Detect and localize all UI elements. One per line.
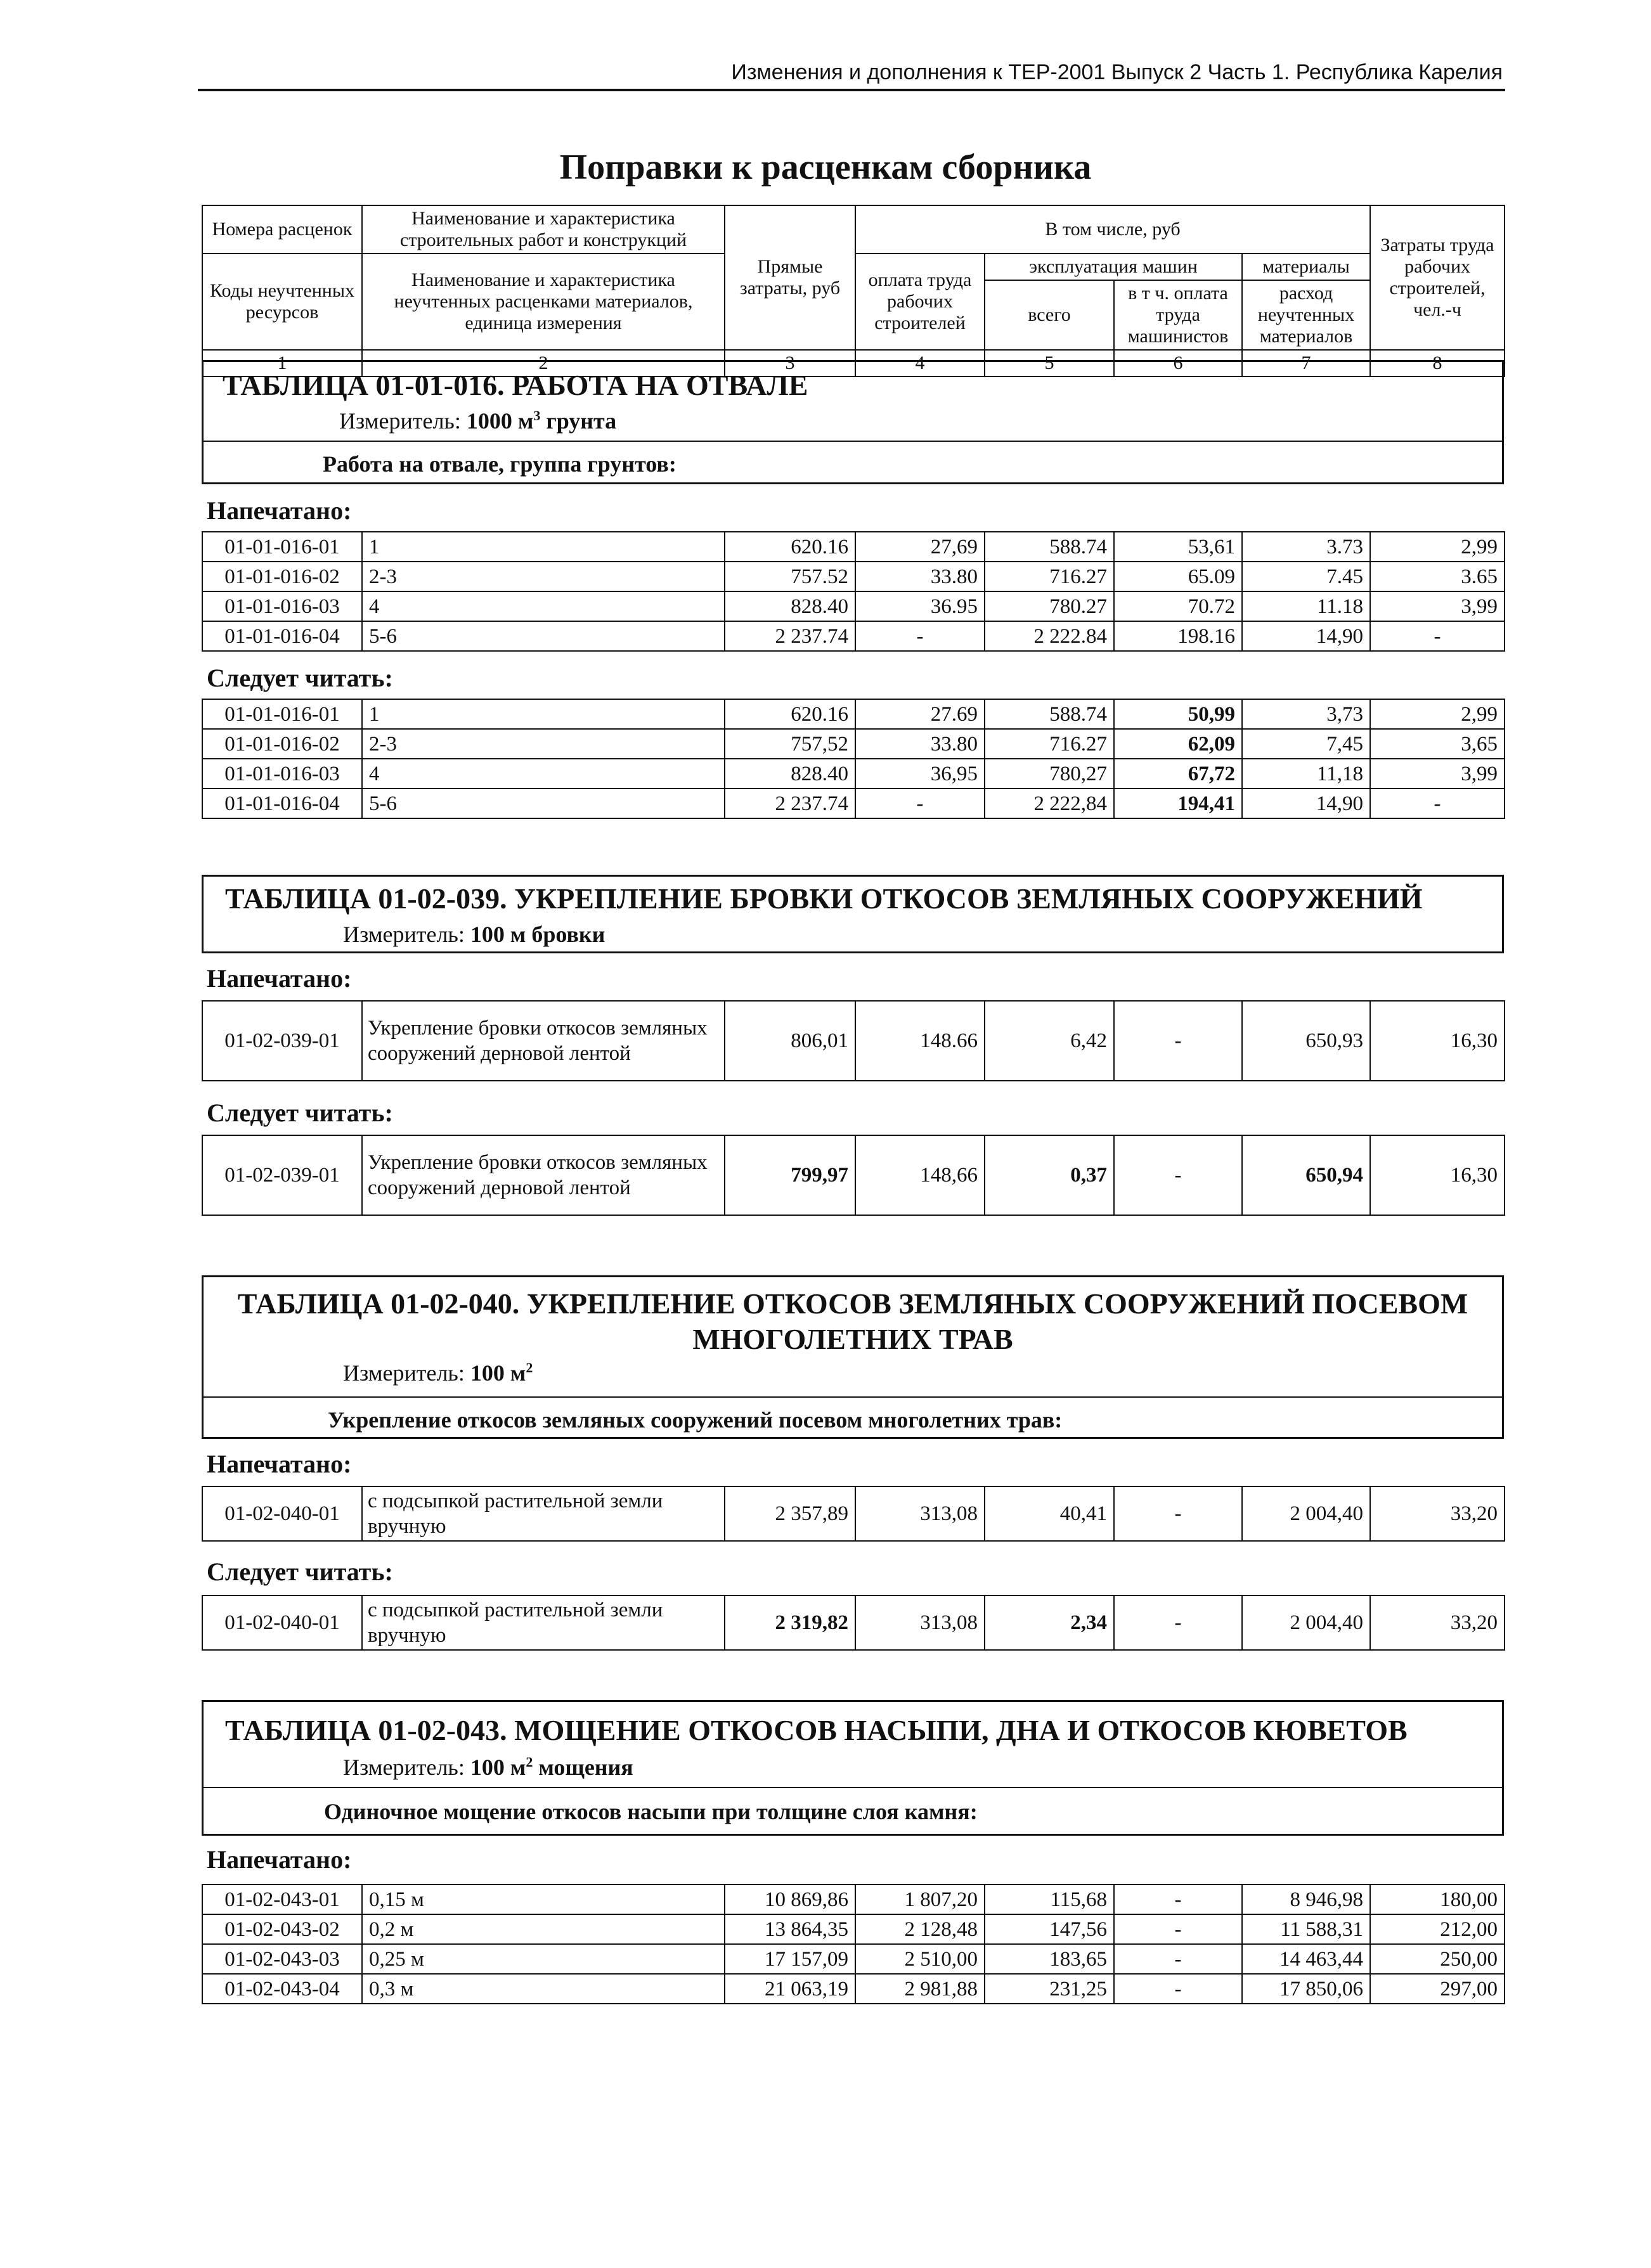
measure-value: 100 м: [470, 1360, 526, 1386]
cell-work-name: 2-3: [362, 562, 725, 591]
cell-machinist-wage: -: [1114, 1135, 1242, 1215]
table-01-02-040-box: [202, 1275, 1504, 1439]
cell-machine-total: 115,68: [985, 1885, 1114, 1914]
cell-worker-wage: 313,08: [855, 1595, 985, 1650]
table-01-02-043-printed: [202, 1884, 1505, 2004]
cell-worker-wage: 313,08: [855, 1486, 985, 1541]
cell-direct-cost: 2 357,89: [725, 1486, 855, 1541]
cell-worker-wage: 36,95: [855, 759, 985, 789]
column-number: 1: [202, 350, 362, 377]
cell-work-name: 0,25 м: [362, 1944, 725, 1974]
cell-materials: 2 004,40: [1242, 1595, 1370, 1650]
table-01-02-039-should: [202, 1135, 1505, 1216]
should-read-label: Следует читать:: [207, 1557, 393, 1586]
col-machine-total-header: всего: [985, 280, 1114, 350]
column-number: 3: [725, 350, 855, 377]
column-number: 2: [362, 350, 725, 377]
cell-worker-wage: 148,66: [855, 1135, 985, 1215]
cell-worker-wage: 27,69: [855, 532, 985, 562]
measure-superscript: 3: [533, 408, 541, 423]
cell-work-name: 2-3: [362, 729, 725, 759]
cell-rate-code: 01-02-043-01: [202, 1885, 362, 1914]
col-machine-header: эксплуатация машин: [985, 254, 1242, 280]
section-divider: [204, 441, 1502, 442]
table-row: [202, 1914, 1505, 1944]
table-measure: [343, 1360, 533, 1386]
col-wage-header: оплата труда рабочих строителей: [855, 254, 985, 350]
table-row: [202, 562, 1505, 591]
table-row: [202, 1974, 1505, 2004]
table-row: [202, 1001, 1505, 1081]
cell-work-name: с подсыпкой растительной земли вручную: [362, 1486, 725, 1541]
cell-machine-total: 0,37: [985, 1135, 1114, 1215]
header-rule: [198, 89, 1505, 91]
table-title: ТАБЛИЦА 01-02-043. МОЩЕНИЕ ОТКОСОВ НАСЫПИ, ДНА И ОТКОСОВ КЮВЕТОВ: [225, 1714, 1408, 1746]
cell-machine-total: 40,41: [985, 1486, 1114, 1541]
cell-machinist-wage: -: [1114, 1885, 1242, 1914]
cell-rate-code: 01-01-016-02: [202, 729, 362, 759]
cell-labor-cost: 16,30: [1370, 1135, 1505, 1215]
column-number: 6: [1114, 350, 1242, 377]
table-measure: [339, 408, 616, 434]
cell-machine-total: 588.74: [985, 699, 1114, 729]
cell-labor-cost: 3,65: [1370, 729, 1505, 759]
cell-work-name: 1: [362, 532, 725, 562]
table-row: [202, 1486, 1505, 1541]
cell-direct-cost: 2 319,82: [725, 1595, 855, 1650]
cell-work-name: 4: [362, 591, 725, 621]
table-row: [202, 591, 1505, 621]
cell-rate-code: 01-02-040-01: [202, 1486, 362, 1541]
table-01-02-040-should: [202, 1595, 1505, 1651]
table-row: [202, 699, 1505, 729]
col-resource-code-header: Коды неучтенных ресурсов: [202, 254, 362, 350]
cell-rate-code: 01-01-016-04: [202, 621, 362, 651]
column-number: 4: [855, 350, 985, 377]
cell-machinist-wage: 67,72: [1114, 759, 1242, 789]
cell-worker-wage: -: [855, 621, 985, 651]
column-number: 5: [985, 350, 1114, 377]
cell-rate-code: 01-02-043-02: [202, 1914, 362, 1944]
cell-labor-cost: 180,00: [1370, 1885, 1505, 1914]
section-title: Одиночное мощение откосов насыпи при толщине слоя камня:: [324, 1799, 978, 1824]
table-01-02-043-box: [202, 1700, 1504, 1836]
cell-work-name: 0,15 м: [362, 1885, 725, 1914]
table-01-01-016-should: [202, 699, 1505, 819]
cell-machinist-wage: 53,61: [1114, 532, 1242, 562]
cell-materials: 14,90: [1242, 789, 1370, 818]
cell-rate-code: 01-02-043-04: [202, 1974, 362, 2004]
cell-machinist-wage: 50,99: [1114, 699, 1242, 729]
table-01-01-016-printed: [202, 531, 1505, 652]
col-materials-header: материалы: [1242, 254, 1370, 280]
cell-labor-cost: 297,00: [1370, 1974, 1505, 2004]
cell-labor-cost: -: [1370, 621, 1505, 651]
cell-work-name: с подсыпкой растительной земли вручную: [362, 1595, 725, 1650]
column-number: 7: [1242, 350, 1370, 377]
cell-machinist-wage: -: [1114, 1974, 1242, 2004]
cell-direct-cost: 2 237.74: [725, 621, 855, 651]
cell-machine-total: 231,25: [985, 1974, 1114, 2004]
printed-label: Напечатано:: [207, 964, 352, 993]
cell-materials: 2 004,40: [1242, 1486, 1370, 1541]
cell-worker-wage: 36.95: [855, 591, 985, 621]
column-header-table: [202, 205, 1505, 377]
cell-materials: 3,73: [1242, 699, 1370, 729]
printed-label: Напечатано:: [207, 496, 352, 525]
section-divider: [204, 1787, 1502, 1788]
table-row: [202, 1135, 1505, 1215]
cell-work-name: 0,2 м: [362, 1914, 725, 1944]
cell-machinist-wage: -: [1114, 1595, 1242, 1650]
column-number: 8: [1370, 350, 1505, 377]
cell-work-name: 0,3 м: [362, 1974, 725, 2004]
cell-direct-cost: 2 237.74: [725, 789, 855, 818]
cell-labor-cost: -: [1370, 789, 1505, 818]
measure-prefix: Измеритель:: [343, 1755, 470, 1780]
cell-machine-total: 147,56: [985, 1914, 1114, 1944]
running-title: Изменения и дополнения к ТЕР-2001 Выпуск 2 Часть 1. Республика Карелия: [731, 60, 1503, 84]
page-title: Поправки к расценкам сборника: [559, 148, 1092, 187]
measure-value: 1000 м: [466, 408, 534, 434]
table-measure: [343, 921, 605, 948]
cell-rate-code: 01-01-016-01: [202, 532, 362, 562]
cell-direct-cost: 828.40: [725, 591, 855, 621]
cell-direct-cost: 21 063,19: [725, 1974, 855, 2004]
cell-rate-code: 01-02-039-01: [202, 1001, 362, 1081]
section-divider: [204, 1396, 1502, 1398]
cell-materials: 14 463,44: [1242, 1944, 1370, 1974]
cell-rate-code: 01-02-040-01: [202, 1595, 362, 1650]
cell-rate-code: 01-02-043-03: [202, 1944, 362, 1974]
table-row: [202, 1885, 1505, 1914]
cell-work-name: 4: [362, 759, 725, 789]
cell-direct-cost: 620.16: [725, 699, 855, 729]
measure-suffix: грунта: [540, 408, 617, 434]
cell-worker-wage: -: [855, 789, 985, 818]
cell-direct-cost: 799,97: [725, 1135, 855, 1215]
cell-direct-cost: 10 869,86: [725, 1885, 855, 1914]
col-name-header: Наименование и характеристика строительных работ и конструкций: [362, 205, 725, 254]
cell-labor-cost: 3,99: [1370, 759, 1505, 789]
cell-machine-total: 6,42: [985, 1001, 1114, 1081]
cell-labor-cost: 33,20: [1370, 1486, 1505, 1541]
should-read-label: Следует читать:: [207, 1099, 393, 1127]
cell-materials: 7,45: [1242, 729, 1370, 759]
cell-machinist-wage: 198.16: [1114, 621, 1242, 651]
cell-rate-code: 01-01-016-04: [202, 789, 362, 818]
cell-worker-wage: 33.80: [855, 729, 985, 759]
table-01-02-040-printed: [202, 1486, 1505, 1542]
cell-direct-cost: 806,01: [725, 1001, 855, 1081]
table-row: [202, 1595, 1505, 1650]
cell-machinist-wage: 194,41: [1114, 789, 1242, 818]
cell-machinist-wage: -: [1114, 1914, 1242, 1944]
table-row: [202, 759, 1505, 789]
cell-rate-code: 01-01-016-02: [202, 562, 362, 591]
cell-labor-cost: 250,00: [1370, 1944, 1505, 1974]
cell-labor-cost: 3.65: [1370, 562, 1505, 591]
cell-machine-total: 2 222.84: [985, 621, 1114, 651]
cell-labor-cost: 33,20: [1370, 1595, 1505, 1650]
measure-value: 100 м: [470, 1755, 526, 1780]
cell-work-name: 1: [362, 699, 725, 729]
measure-prefix: Измеритель:: [339, 408, 467, 434]
cell-worker-wage: 148.66: [855, 1001, 985, 1081]
cell-worker-wage: 2 981,88: [855, 1974, 985, 2004]
cell-worker-wage: 2 128,48: [855, 1914, 985, 1944]
cell-direct-cost: 620.16: [725, 532, 855, 562]
cell-worker-wage: 1 807,20: [855, 1885, 985, 1914]
table-row: [202, 789, 1505, 818]
col-machinist-wage-header: в т ч. оплата труда машинистов: [1114, 280, 1242, 350]
cell-worker-wage: 33.80: [855, 562, 985, 591]
section-title: Укрепление откосов земляных сооружений посевом многолетних трав:: [328, 1407, 1063, 1433]
col-labor-header: Затраты труда рабочих строителей, чел.-ч: [1370, 205, 1505, 350]
cell-machinist-wage: -: [1114, 1944, 1242, 1974]
cell-materials: 11 588,31: [1242, 1914, 1370, 1944]
cell-labor-cost: 16,30: [1370, 1001, 1505, 1081]
cell-machine-total: 588.74: [985, 532, 1114, 562]
table-title: ТАБЛИЦА 01-01-016. РАБОТА НА ОТВАЛЕ: [223, 369, 808, 401]
cell-direct-cost: 757.52: [725, 562, 855, 591]
cell-machinist-wage: 70.72: [1114, 591, 1242, 621]
should-read-label: Следует читать:: [207, 664, 393, 692]
table-title: ТАБЛИЦА 01-02-040. УКРЕПЛЕНИЕ ОТКОСОВ ЗЕМЛЯНЫХ СООРУЖЕНИЙ ПОСЕВОМ МНОГОЛЕТНИХ ТРАВ: [237, 1287, 1468, 1355]
table-01-02-039-box: [202, 875, 1504, 953]
table-row: [202, 532, 1505, 562]
cell-machine-total: 183,65: [985, 1944, 1114, 1974]
measure-suffix: мощения: [533, 1755, 633, 1780]
table-row: [202, 729, 1505, 759]
measure-value: 100 м бровки: [470, 922, 605, 947]
cell-rate-code: 01-01-016-01: [202, 699, 362, 729]
cell-work-name: 5-6: [362, 621, 725, 651]
cell-labor-cost: 2,99: [1370, 699, 1505, 729]
col-code-header: Номера расценок: [202, 205, 362, 254]
table-title: ТАБЛИЦА 01-02-039. УКРЕПЛЕНИЕ БРОВКИ ОТКОСОВ ЗЕМЛЯНЫХ СООРУЖЕНИЙ: [225, 882, 1423, 915]
cell-labor-cost: 3,99: [1370, 591, 1505, 621]
cell-direct-cost: 17 157,09: [725, 1944, 855, 1974]
measure-prefix: Измеритель:: [343, 1360, 470, 1386]
cell-direct-cost: 828.40: [725, 759, 855, 789]
cell-materials: 650,94: [1242, 1135, 1370, 1215]
cell-materials: 3.73: [1242, 532, 1370, 562]
cell-direct-cost: 757,52: [725, 729, 855, 759]
section-title: Работа на отвале, группа грунтов:: [323, 451, 677, 477]
cell-direct-cost: 13 864,35: [725, 1914, 855, 1944]
cell-materials: 17 850,06: [1242, 1974, 1370, 2004]
cell-machine-total: 780.27: [985, 591, 1114, 621]
cell-labor-cost: 212,00: [1370, 1914, 1505, 1944]
col-direct-header: Прямые затраты, руб: [725, 205, 855, 350]
cell-labor-cost: 2,99: [1370, 532, 1505, 562]
table-measure: [343, 1754, 633, 1781]
col-incl-header: В том числе, руб: [855, 205, 1370, 254]
cell-rate-code: 01-01-016-03: [202, 759, 362, 789]
measure-prefix: Измеритель:: [343, 922, 470, 947]
cell-machine-total: 2 222,84: [985, 789, 1114, 818]
cell-machinist-wage: 62,09: [1114, 729, 1242, 759]
cell-worker-wage: 27.69: [855, 699, 985, 729]
cell-work-name: Укрепление бровки откосов земляных сооружений дерновой лентой: [362, 1135, 725, 1215]
cell-materials: 14,90: [1242, 621, 1370, 651]
cell-machinist-wage: 65.09: [1114, 562, 1242, 591]
cell-rate-code: 01-02-039-01: [202, 1135, 362, 1215]
cell-rate-code: 01-01-016-03: [202, 591, 362, 621]
cell-machine-total: 780,27: [985, 759, 1114, 789]
table-01-02-039-printed: [202, 1000, 1505, 1081]
col-material-usage-header: расход неучтенных материалов: [1242, 280, 1370, 350]
cell-machinist-wage: -: [1114, 1486, 1242, 1541]
col-material-name-header: Наименование и характеристика неучтенных расценками материалов, единица измерения: [362, 254, 725, 350]
measure-superscript: 2: [526, 1360, 533, 1376]
printed-label: Напечатано:: [207, 1845, 352, 1874]
measure-superscript: 2: [526, 1754, 533, 1770]
printed-label: Напечатано:: [207, 1450, 352, 1478]
cell-machinist-wage: -: [1114, 1001, 1242, 1081]
cell-worker-wage: 2 510,00: [855, 1944, 985, 1974]
cell-work-name: Укрепление бровки откосов земляных сооружений дерновой лентой: [362, 1001, 725, 1081]
cell-machine-total: 716.27: [985, 729, 1114, 759]
cell-materials: 650,93: [1242, 1001, 1370, 1081]
table-row: [202, 1944, 1505, 1974]
table-01-01-016-box: [202, 360, 1504, 484]
cell-materials: 11.18: [1242, 591, 1370, 621]
cell-machine-total: 2,34: [985, 1595, 1114, 1650]
cell-machine-total: 716.27: [985, 562, 1114, 591]
table-row: [202, 621, 1505, 651]
cell-materials: 8 946,98: [1242, 1885, 1370, 1914]
cell-work-name: 5-6: [362, 789, 725, 818]
cell-materials: 11,18: [1242, 759, 1370, 789]
cell-materials: 7.45: [1242, 562, 1370, 591]
